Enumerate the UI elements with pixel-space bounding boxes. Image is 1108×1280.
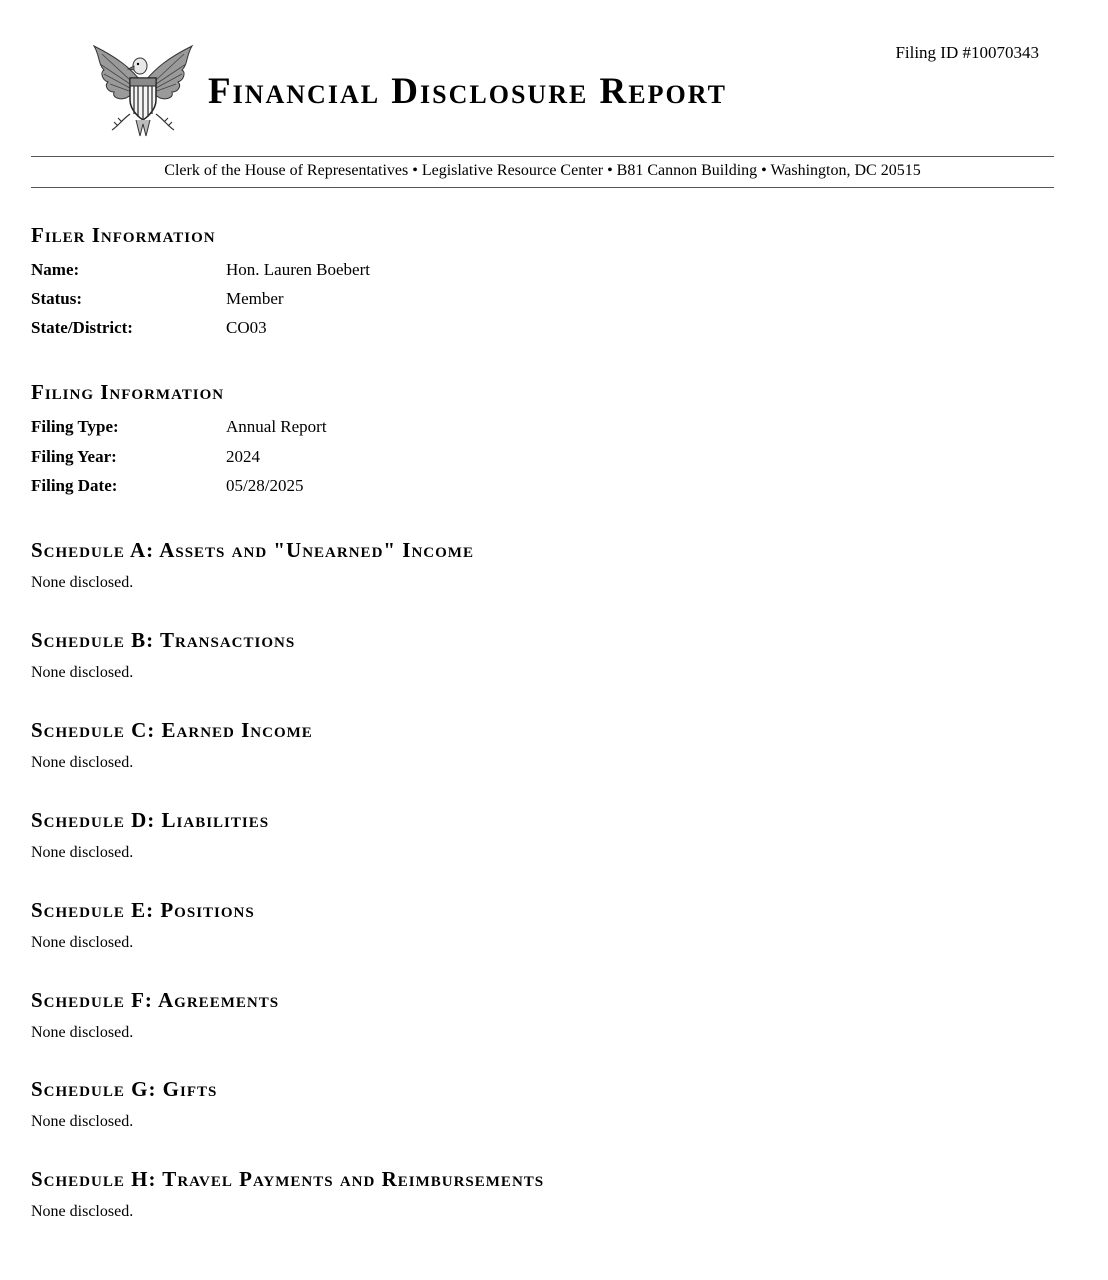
field-value-filing-date: 05/28/2025 — [226, 476, 304, 495]
filing-id: Filing ID #10070343 — [895, 43, 1039, 62]
header-divider-bottom — [31, 187, 1054, 188]
schedule-e-heading: Schedule E: Positions — [31, 898, 255, 922]
schedule-f-heading: Schedule F: Agreements — [31, 988, 280, 1012]
schedule-a-text: None disclosed. — [31, 574, 134, 591]
field-value-filing-year: 2024 — [226, 447, 260, 466]
schedule-e-text: None disclosed. — [31, 934, 134, 951]
eagle-seal-icon — [90, 40, 196, 140]
schedule-c-text: None disclosed. — [31, 754, 134, 771]
schedule-b-text: None disclosed. — [31, 664, 134, 681]
schedule-d-heading: Schedule D: Liabilities — [31, 808, 270, 832]
field-value-filing-type: Annual Report — [226, 417, 327, 436]
field-label-status: Status: — [31, 289, 83, 308]
schedule-a-heading: Schedule A: Assets and "Unearned" Income — [31, 538, 474, 562]
filer-information-heading: Filer Information — [31, 223, 216, 247]
field-label-filing-date: Filing Date: — [31, 476, 118, 495]
field-label-filing-type: Filing Type: — [31, 417, 119, 436]
header-divider-top — [31, 156, 1054, 157]
schedule-c-heading: Schedule C: Earned Income — [31, 718, 313, 742]
filing-information-heading: Filing Information — [31, 380, 225, 404]
field-value-status: Member — [226, 289, 284, 308]
schedule-h-text: None disclosed. — [31, 1203, 134, 1220]
office-address: Clerk of the House of Representatives • Legislative Resource Center • B81 Cannon Building • Washington, DC 20515 — [164, 162, 921, 179]
field-value-name: Hon. Lauren Boebert — [226, 260, 370, 279]
field-label-state-district: State/District: — [31, 318, 133, 337]
field-label-name: Name: — [31, 260, 80, 279]
schedule-b-heading: Schedule B: Transactions — [31, 628, 296, 652]
field-label-filing-year: Filing Year: — [31, 447, 117, 466]
schedule-f-text: None disclosed. — [31, 1024, 134, 1041]
report-title: Financial Disclosure Report — [208, 71, 727, 112]
schedule-g-text: None disclosed. — [31, 1113, 134, 1130]
schedule-d-text: None disclosed. — [31, 844, 134, 861]
field-value-state-district: CO03 — [226, 318, 267, 337]
schedule-g-heading: Schedule G: Gifts — [31, 1077, 218, 1101]
schedule-h-heading: Schedule H: Travel Payments and Reimbursements — [31, 1167, 545, 1191]
